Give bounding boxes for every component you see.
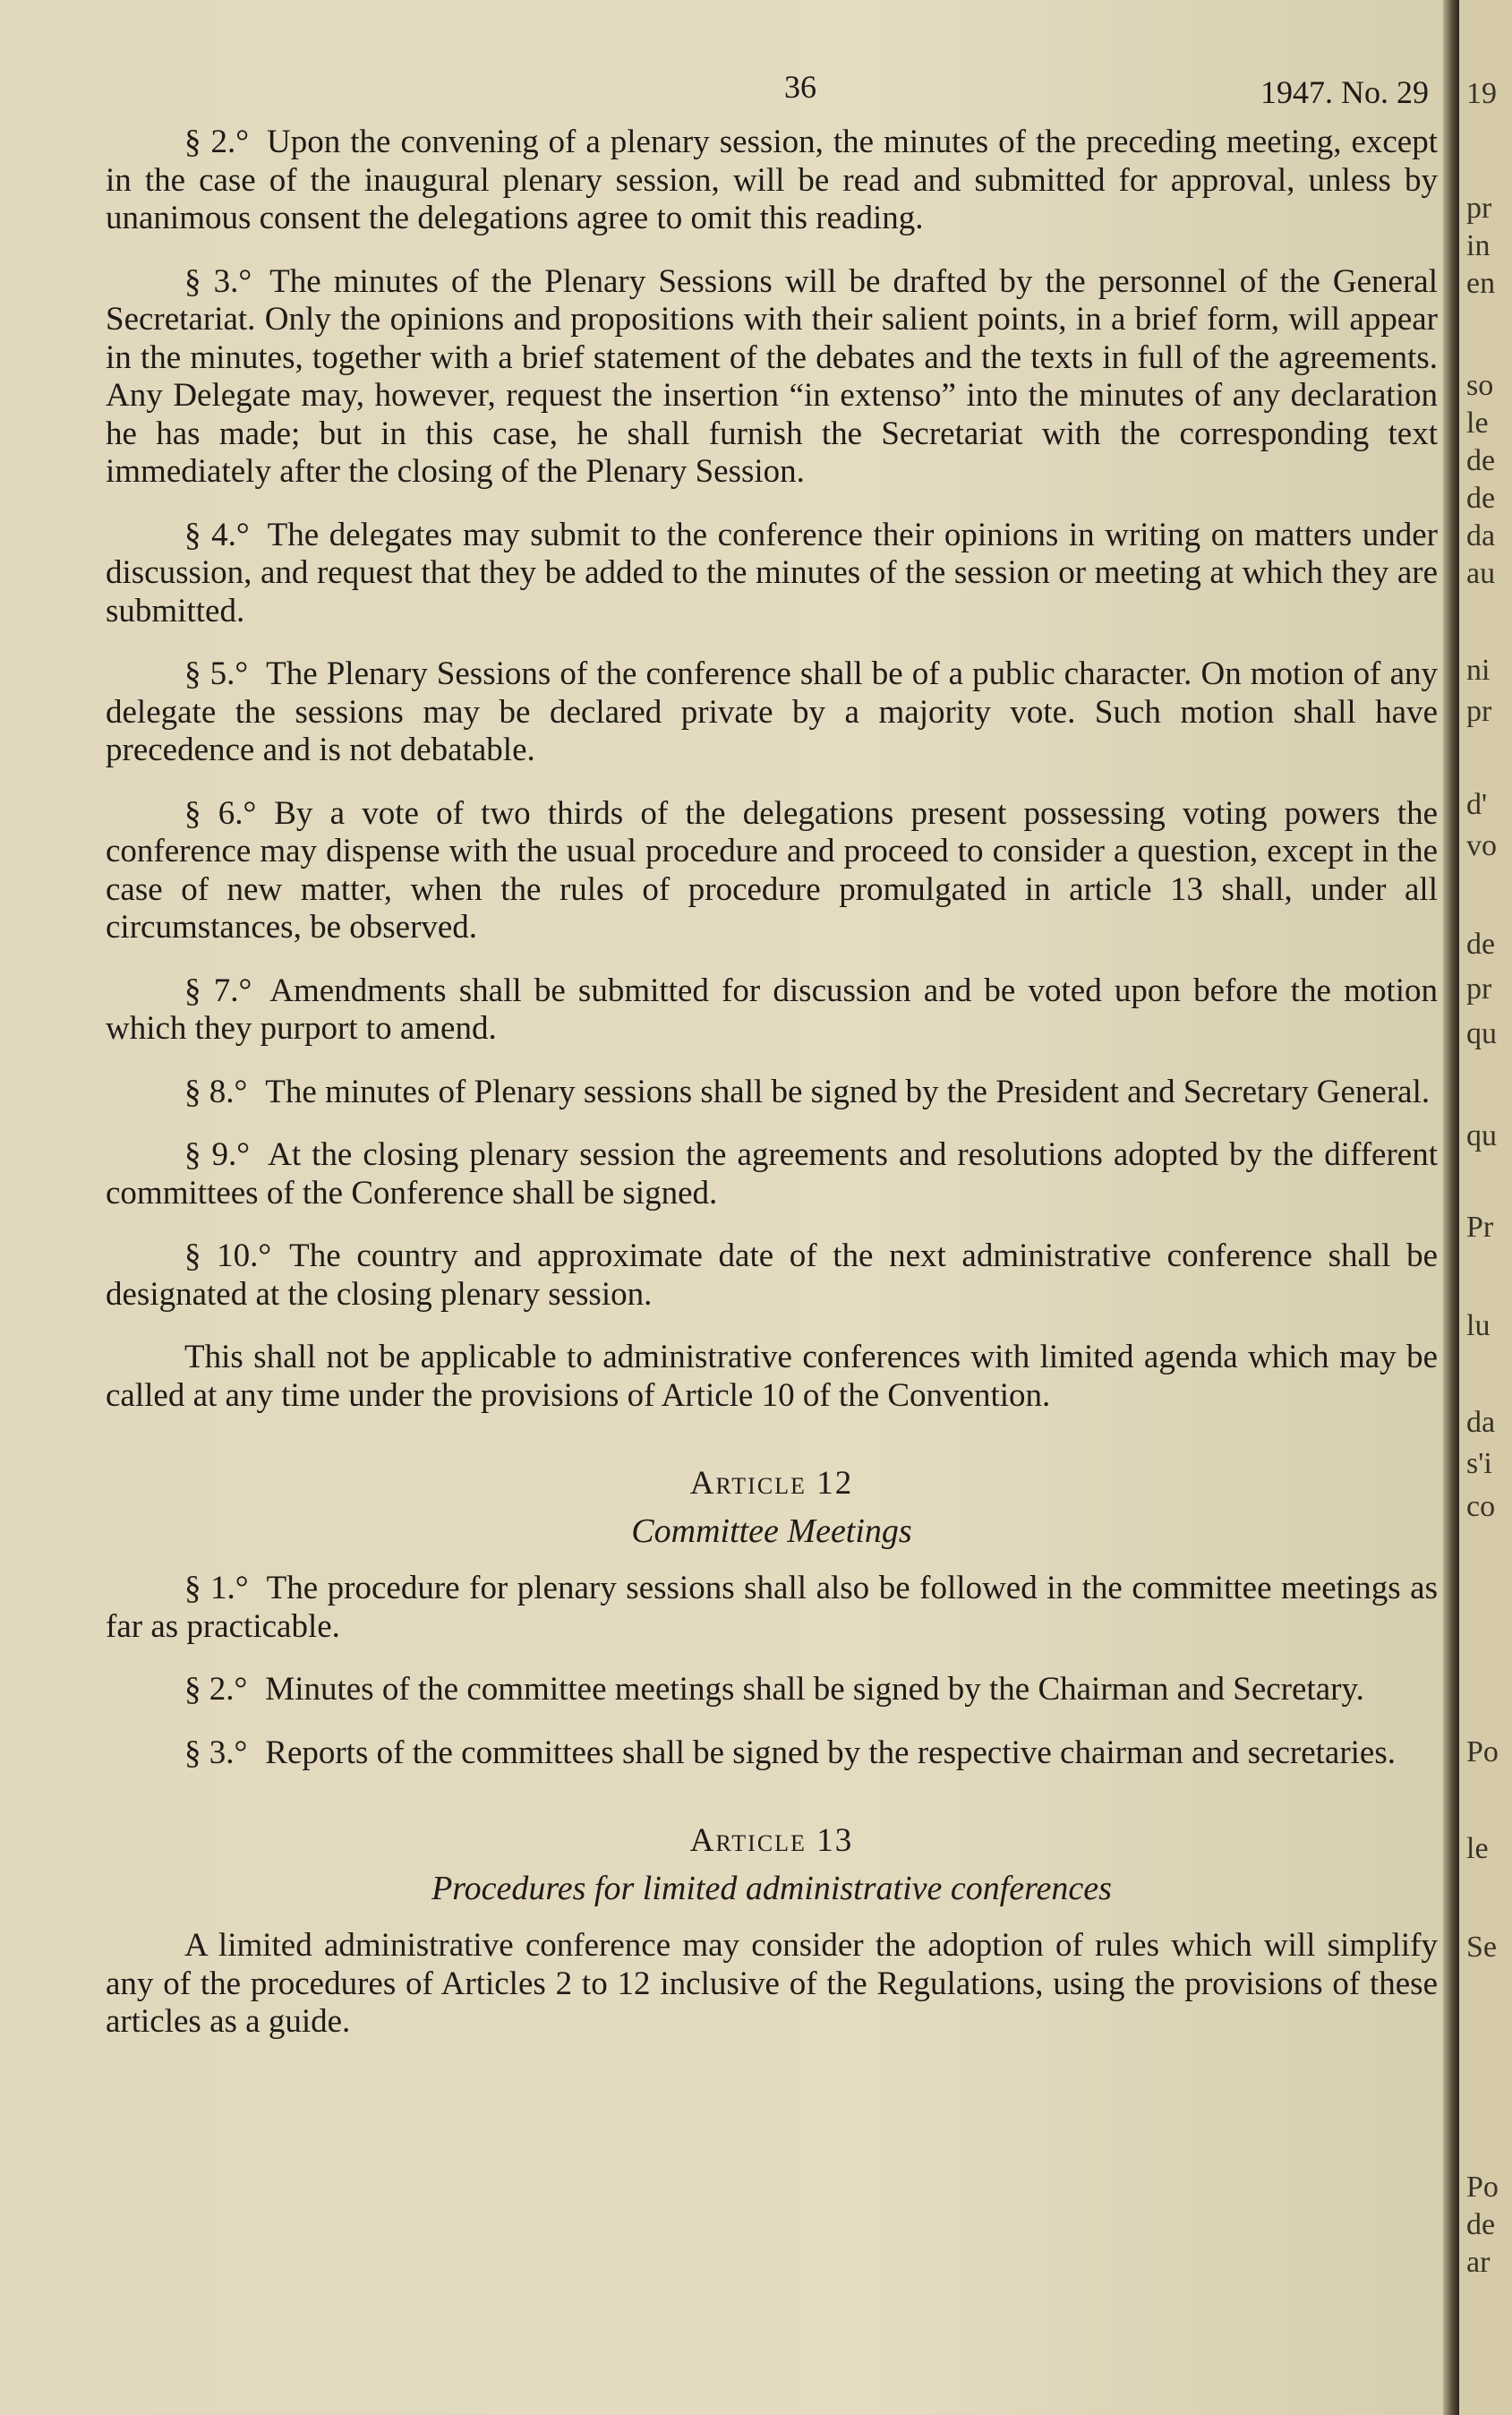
- facing-page-fragment: so: [1466, 369, 1494, 402]
- paragraph-sec-6: [106, 795, 1438, 947]
- paragraph-sec-3: [106, 263, 1438, 492]
- paragraph-sec-4: [106, 517, 1438, 631]
- paragraph-sec-10: [106, 1237, 1438, 1314]
- limited-agenda-note: This shall not be applicable to administrative conferences with limited agenda which may be called at any time under the provisions of Article 10 of the Convention.: [106, 1339, 1438, 1414]
- section-number: § 1.°: [184, 1570, 249, 1606]
- facing-page-fragment: da: [1466, 519, 1496, 552]
- page-body: [106, 124, 1438, 2067]
- section-number: § 6.°: [184, 794, 257, 832]
- paragraph-text: The Plenary Sessions of the conference shall be of a public character. On motion of any delegate the sessions may be declared private by a majority vote. Such motion shall have precedence and is not debatable.: [106, 655, 1438, 768]
- paragraph-sec-2: [106, 124, 1438, 238]
- facing-page-fragment: Po: [1466, 1735, 1499, 1768]
- facing-page-fragment: en: [1466, 267, 1496, 300]
- facing-page-fragment: de: [1466, 928, 1496, 961]
- facing-page-fragment: d': [1466, 788, 1488, 821]
- paragraph-text: A limited administrative conference may consider the adoption of rules which will simplify any of the procedures of Articles 2 to 12 inclusive of the Regulations, using the provisions of these articles as a guide.: [106, 1927, 1438, 2040]
- facing-page-fragment: de: [1466, 482, 1496, 515]
- facing-page-fragment: lu: [1466, 1309, 1491, 1342]
- paragraph-sec-7: [106, 972, 1438, 1049]
- facing-page-fragment: ar: [1466, 2246, 1491, 2279]
- facing-page-fragment: le: [1466, 407, 1489, 440]
- facing-page-fragment: de: [1466, 444, 1496, 477]
- page-number: 36: [784, 69, 816, 105]
- paragraph-text: Amendments shall be submitted for discussion and be voted upon before the motion which they purport to amend.: [106, 972, 1439, 1047]
- section-number: § 4.°: [184, 516, 250, 553]
- article-13-title: Procedures for limited administrative conferences: [431, 1869, 1112, 1907]
- section-number: § 3.°: [184, 1734, 248, 1771]
- article-12-title: Committee Meetings: [631, 1512, 912, 1550]
- paragraph-text: By a vote of two thirds of the delegations present possessing voting powers the conference may dispense with the usual procedure and proceed to consider a question, except in the case of new matter, when the rules of procedure promulgated in article 13 shall, under all circumstances, be observed.: [106, 794, 1439, 946]
- facing-page-fragment: Pr: [1466, 1211, 1494, 1244]
- section-number: § 10.°: [184, 1237, 272, 1274]
- section-number: § 5.°: [184, 655, 249, 692]
- facing-page-fragment: s'i: [1466, 1447, 1492, 1480]
- paragraph-text: The minutes of the Plenary Sessions will be drafted by the personnel of the General Secretariat. Only the opinions and propositions with their salient points, in a brief form, will appear in the minutes, together with a brief statement of the debates and the texts in full of the agreements. Any Delegate may, however, request the insertion “in extenso” into the minutes of any declaration he has made; but in this case, he shall furnish the Secretariat with the corresponding text immediately after the closing of the Plenary Session.: [106, 262, 1438, 490]
- facing-page-fragment: vo: [1466, 829, 1497, 862]
- section-number: § 2.°: [184, 124, 250, 160]
- facing-page-fragment: Se: [1466, 1931, 1497, 1964]
- facing-page-fragment: pr: [1466, 192, 1492, 225]
- page-header: [116, 68, 1450, 113]
- section-number: § 3.°: [184, 262, 252, 300]
- paragraph-sec-9: [106, 1136, 1438, 1212]
- facing-page-fragment: pr: [1466, 695, 1492, 728]
- paragraph-text: The procedure for plenary sessions shall also be followed in the committee meetings as far as practicable.: [106, 1570, 1438, 1645]
- section-number: § 8.°: [184, 1073, 248, 1110]
- article-13-paragraph: [106, 1927, 1438, 2042]
- facing-page-fragment: qu: [1466, 1017, 1497, 1050]
- paragraph-text: Upon the convening of a plenary session, the minutes of the preceding meeting, except in the case of the inaugural plenary session, will be read and submitted for approval, unless by unanimous consent the delegations agree to omit this reading.: [106, 124, 1439, 236]
- article-13-heading: Article 13: [689, 1822, 854, 1859]
- paragraph-text: The minutes of Plenary sessions shall be signed by the President and Secretary General.: [265, 1073, 1431, 1110]
- article-12-sec-3: [106, 1734, 1438, 1773]
- paragraph-text: Reports of the committees shall be signed by the respective chairman and secretaries.: [265, 1734, 1396, 1771]
- section-number: § 7.°: [184, 972, 252, 1009]
- facing-page-fragment: pr: [1466, 972, 1492, 1006]
- book-gutter-shadow: [1443, 0, 1459, 2415]
- facing-page-fragment: le: [1466, 1832, 1489, 1865]
- section-number: § 9.°: [184, 1136, 251, 1173]
- paragraph-text: At the closing plenary session the agreements and resolutions adopted by the different committees of the Conference shall be signed.: [106, 1136, 1438, 1212]
- facing-page-fragment: co: [1466, 1490, 1496, 1523]
- running-head: 1947. No. 29: [1260, 74, 1429, 110]
- facing-page-edge: [1459, 0, 1512, 2415]
- facing-page-fragment: da: [1466, 1406, 1496, 1439]
- article-12-sec-1: [106, 1570, 1438, 1646]
- facing-page-fragment: 19: [1466, 77, 1497, 110]
- facing-page-fragment: de: [1466, 2208, 1496, 2241]
- article-12-heading: Article 12: [689, 1465, 854, 1502]
- facing-page-fragment: Po: [1466, 2171, 1499, 2204]
- paragraph-sec-5: [106, 655, 1438, 770]
- paragraph-text: The country and approximate date of the next administrative conference shall be designated at the closing plenary session.: [106, 1237, 1438, 1313]
- article-12-sec-2: [106, 1671, 1438, 1709]
- paragraph-text: Minutes of the committee meetings shall be signed by the Chairman and Secretary.: [265, 1671, 1364, 1708]
- facing-page-fragment: au: [1466, 557, 1496, 590]
- paragraph-text: The delegates may submit to the conference their opinions in writing on matters under discussion, and request that they be added to the minutes of the session or meeting at which they are submitted.: [106, 516, 1439, 629]
- facing-page-fragment: in: [1466, 229, 1491, 262]
- paragraph-sec-8: [106, 1074, 1438, 1112]
- section-number: § 2.°: [184, 1671, 248, 1708]
- facing-page-fragment: ni: [1466, 654, 1491, 687]
- facing-page-fragment: qu: [1466, 1119, 1497, 1152]
